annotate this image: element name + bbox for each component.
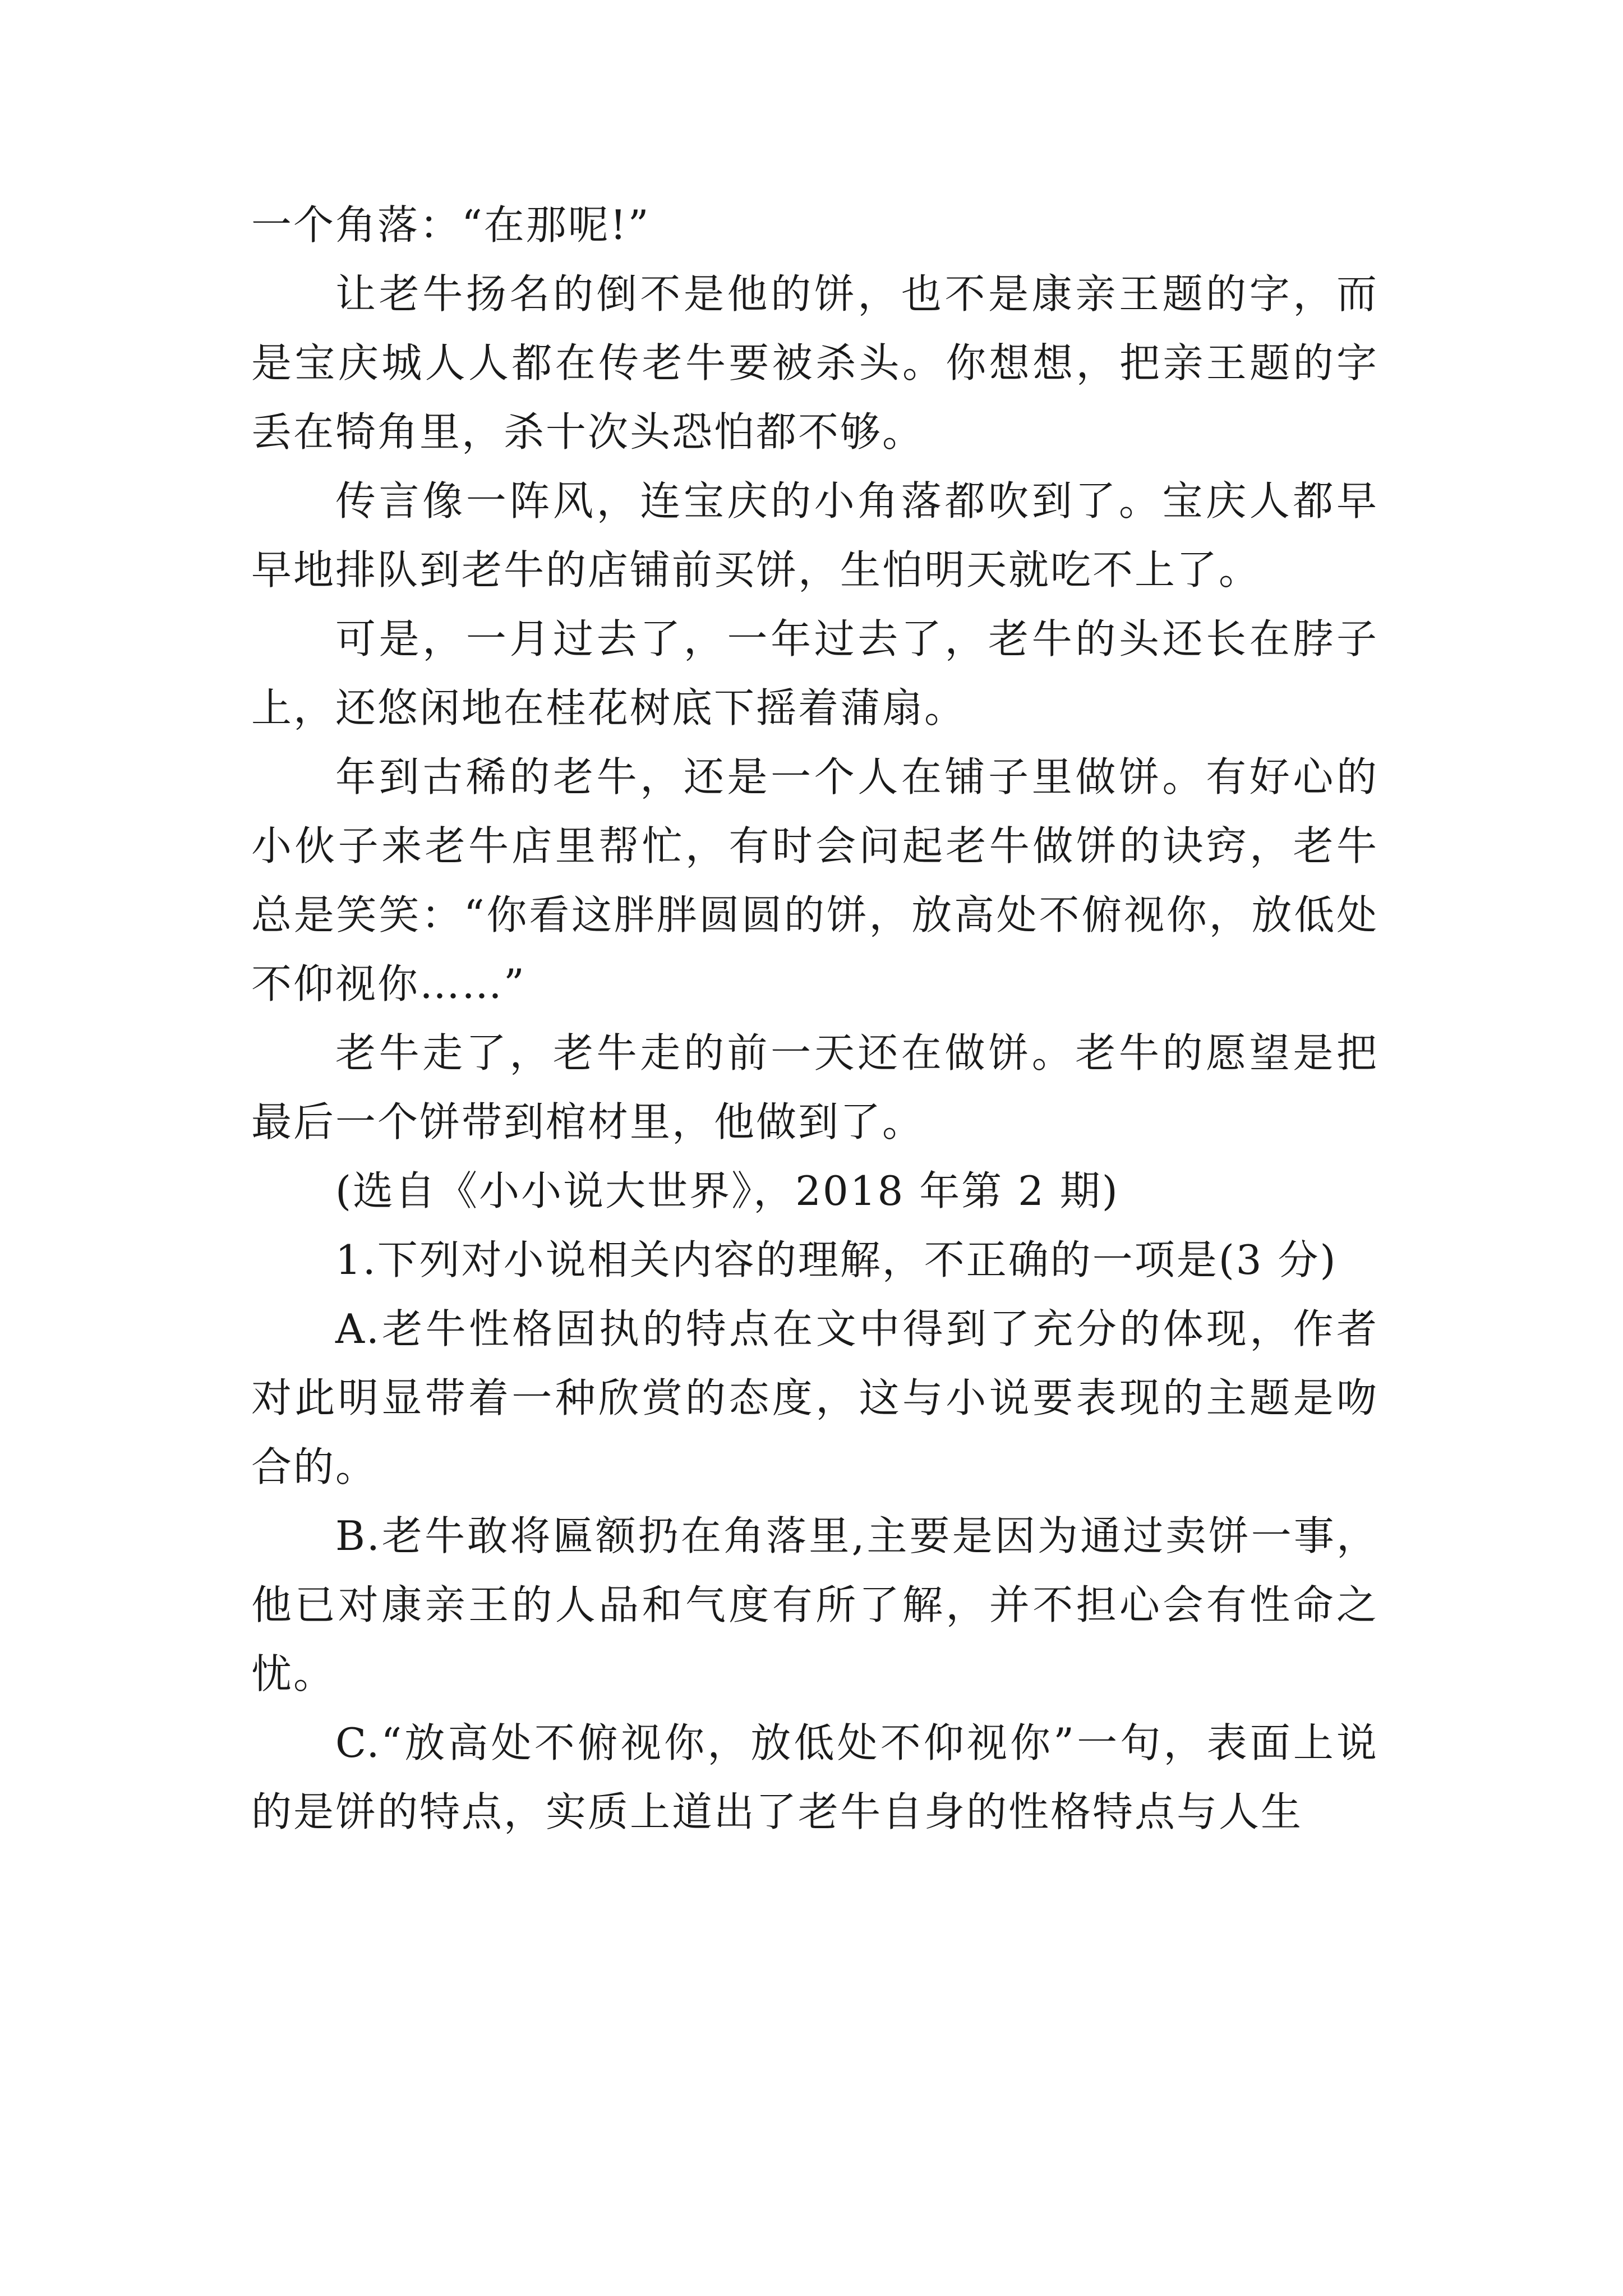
option-b: B.老牛敢将匾额扔在角落里,主要是因为通过卖饼一事，他已对康亲王的人品和气度有所了解，并不担心会有性命之忧。 [251, 1512, 1378, 1697]
document-body [251, 191, 1378, 1847]
paragraph-continuation: 一个角落：“在那呢!” [251, 201, 651, 249]
option-a: A.老牛性格固执的特点在文中得到了充分的体现，作者对此明显带着一种欣赏的态度，这与小说要表现的主题是吻合的。 [251, 1305, 1378, 1490]
question-1: 1.下列对小说相关内容的理解，不正确的一项是(3 分) [335, 1236, 1338, 1283]
source-citation: (选自《小小说大世界》，2018 年第 2 期) [335, 1167, 1119, 1214]
paragraph: 可是，一月过去了，一年过去了，老牛的头还长在脖子上，还悠闲地在桂花树底下摇着蒲扇。 [251, 615, 1378, 731]
option-c: C.“放高处不俯视你，放低处不仰视你”一句，表面上说的是饼的特点，实质上道出了老牛自身的性格特点与人生 [251, 1719, 1378, 1835]
paragraph: 让老牛扬名的倒不是他的饼，也不是康亲王题的字，而是宝庆城人人都在传老牛要被杀头。你想想，把亲王题的字丢在犄角里，杀十次头恐怕都不够。 [251, 270, 1378, 455]
paragraph: 传言像一阵风，连宝庆的小角落都吹到了。宝庆人都早早地排队到老牛的店铺前买饼，生怕明天就吃不上了。 [251, 477, 1378, 593]
paragraph: 年到古稀的老牛，还是一个人在铺子里做饼。有好心的小伙子来老牛店里帮忙，有时会问起老牛做饼的诀窍，老牛总是笑笑：“你看这胖胖圆圆的饼，放高处不俯视你，放低处不仰视你……” [251, 753, 1378, 1007]
paragraph: 老牛走了，老牛走的前一天还在做饼。老牛的愿望是把最后一个饼带到棺材里，他做到了。 [251, 1029, 1378, 1145]
